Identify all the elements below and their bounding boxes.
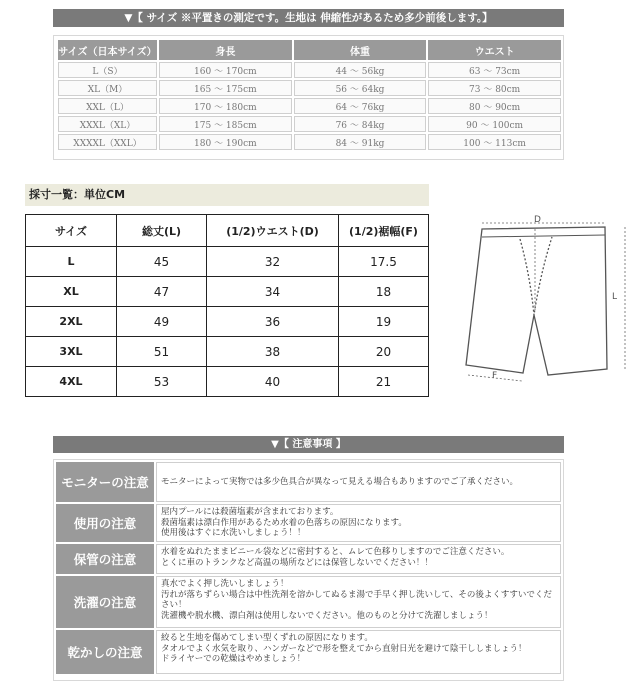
table-cell: 17.5 (339, 247, 429, 277)
table-cell: 36 (207, 307, 339, 337)
table-cell: 44 ～ 56kg (294, 62, 427, 78)
size-guide-header: ▼【 サイズ ※平置きの測定です。生地は 伸縮性があるため多少前後します。】 (53, 9, 564, 27)
note-label: 保管の注意 (56, 544, 154, 574)
table-cell: 19 (339, 307, 429, 337)
table-cell: 64 ～ 76kg (294, 98, 427, 114)
label-l: L (612, 292, 618, 302)
table-cell: 3XL (26, 337, 117, 367)
table-cell: 32 (207, 247, 339, 277)
note-row (56, 544, 561, 574)
table-cell: 53 (117, 367, 207, 397)
notes-header: ▼【 注意事項 】 (53, 436, 564, 453)
note-label: モニターの注意 (56, 462, 154, 502)
table-cell: 20 (339, 337, 429, 367)
table-cell: L（S） (58, 62, 157, 78)
table-cell: 51 (117, 337, 207, 367)
table-cell: 47 (117, 277, 207, 307)
note-text: 屋内プールには殺菌塩素が含まれております。 殺菌塩素は漂白作用があるため水着の色落ちの原因になります。 使用後はすぐに水洗いしましょう！！ (156, 504, 561, 542)
note-label: 乾かしの注意 (56, 630, 154, 674)
table-cell: XXL（L） (58, 98, 157, 114)
table-row (58, 62, 561, 78)
table-row (58, 134, 561, 150)
table-cell: 90 ～ 100cm (428, 116, 561, 132)
table-cell: 180 ～ 190cm (159, 134, 292, 150)
table-row (26, 307, 429, 337)
table-row (58, 80, 561, 96)
table-cell: 4XL (26, 367, 117, 397)
size-guide-box (53, 35, 564, 160)
table-cell: 45 (117, 247, 207, 277)
note-row (56, 504, 561, 542)
table-cell: XL（M） (58, 80, 157, 96)
label-d: D (534, 215, 541, 225)
notes-box (53, 459, 564, 681)
table-cell: 175 ～ 185cm (159, 116, 292, 132)
column-header: 体重 (294, 40, 427, 60)
table-row (26, 277, 429, 307)
table-cell: 2XL (26, 307, 117, 337)
table-row (58, 116, 561, 132)
size-guide-table (56, 38, 563, 152)
table-cell: 49 (117, 307, 207, 337)
table-cell: 80 ～ 90cm (428, 98, 561, 114)
table-cell: XXXXL（XXL） (58, 134, 157, 150)
table-row (58, 98, 561, 114)
note-text: モニターによって実物では多少色具合が異なって見える場合もありますのでご了承ください。 (156, 462, 561, 502)
note-label: 使用の注意 (56, 504, 154, 542)
table-cell: 76 ～ 84kg (294, 116, 427, 132)
table-cell: XXXL（XL） (58, 116, 157, 132)
measurement-title: 採寸一覧：単位CM (25, 184, 429, 206)
note-text: 絞ると生地を傷めてしまい型くずれの原因になります。 タオルでよく水気を取り、ハンガーなどで形を整えてから直射日光を避けて陰干ししましょう！ ドライヤーでの乾燥はやめましょう！ (156, 630, 561, 674)
note-text: 水着をぬれたままビニール袋などに密封すると、ムレて色移りしますのでご注意ください。 とくに車のトランクなど高温の場所などには保管しないでください！！ (156, 544, 561, 574)
table-cell: 170 ～ 180cm (159, 98, 292, 114)
table-cell: 34 (207, 277, 339, 307)
note-text: 真水でよく押し洗いしましょう！ 汚れが落ちずらい場合は中性洗剤を溶かしてぬるま湯で手早く押し洗いして、その後よくすすいでください！ 洗濯機や脱水機、漂白剤は使用しないでください。他のものと分けて洗濯しましょう！ (156, 576, 561, 628)
table-cell: 100 ～ 113cm (428, 134, 561, 150)
table-cell: L (26, 247, 117, 277)
table-cell: 38 (207, 337, 339, 367)
table-cell: 56 ～ 64kg (294, 80, 427, 96)
measurement-table (25, 214, 429, 397)
measure-lines (468, 223, 625, 381)
table-cell: 40 (207, 367, 339, 397)
column-header: (1/2)ウエスト(D) (207, 215, 339, 247)
note-row (56, 462, 561, 502)
column-header: 身長 (159, 40, 292, 60)
note-row (56, 576, 561, 628)
column-header: 総丈(L) (117, 215, 207, 247)
table-cell: 18 (339, 277, 429, 307)
note-label: 洗濯の注意 (56, 576, 154, 628)
column-header: (1/2)裾幅(F) (339, 215, 429, 247)
table-cell: 21 (339, 367, 429, 397)
shorts-outline (466, 227, 607, 375)
table-cell: 84 ～ 91kg (294, 134, 427, 150)
table-cell: 73 ～ 80cm (428, 80, 561, 96)
table-cell: 63 ～ 73cm (428, 62, 561, 78)
shorts-measurement-diagram (460, 215, 635, 385)
label-f: F (492, 371, 498, 381)
table-row (26, 367, 429, 397)
table-row (26, 247, 429, 277)
table-cell: 160 ～ 170cm (159, 62, 292, 78)
column-header: ウエスト (428, 40, 561, 60)
column-header: サイズ (26, 215, 117, 247)
note-row (56, 630, 561, 674)
table-cell: 165 ～ 175cm (159, 80, 292, 96)
column-header: サイズ（日本サイズ） (58, 40, 157, 60)
table-row (26, 337, 429, 367)
table-cell: XL (26, 277, 117, 307)
